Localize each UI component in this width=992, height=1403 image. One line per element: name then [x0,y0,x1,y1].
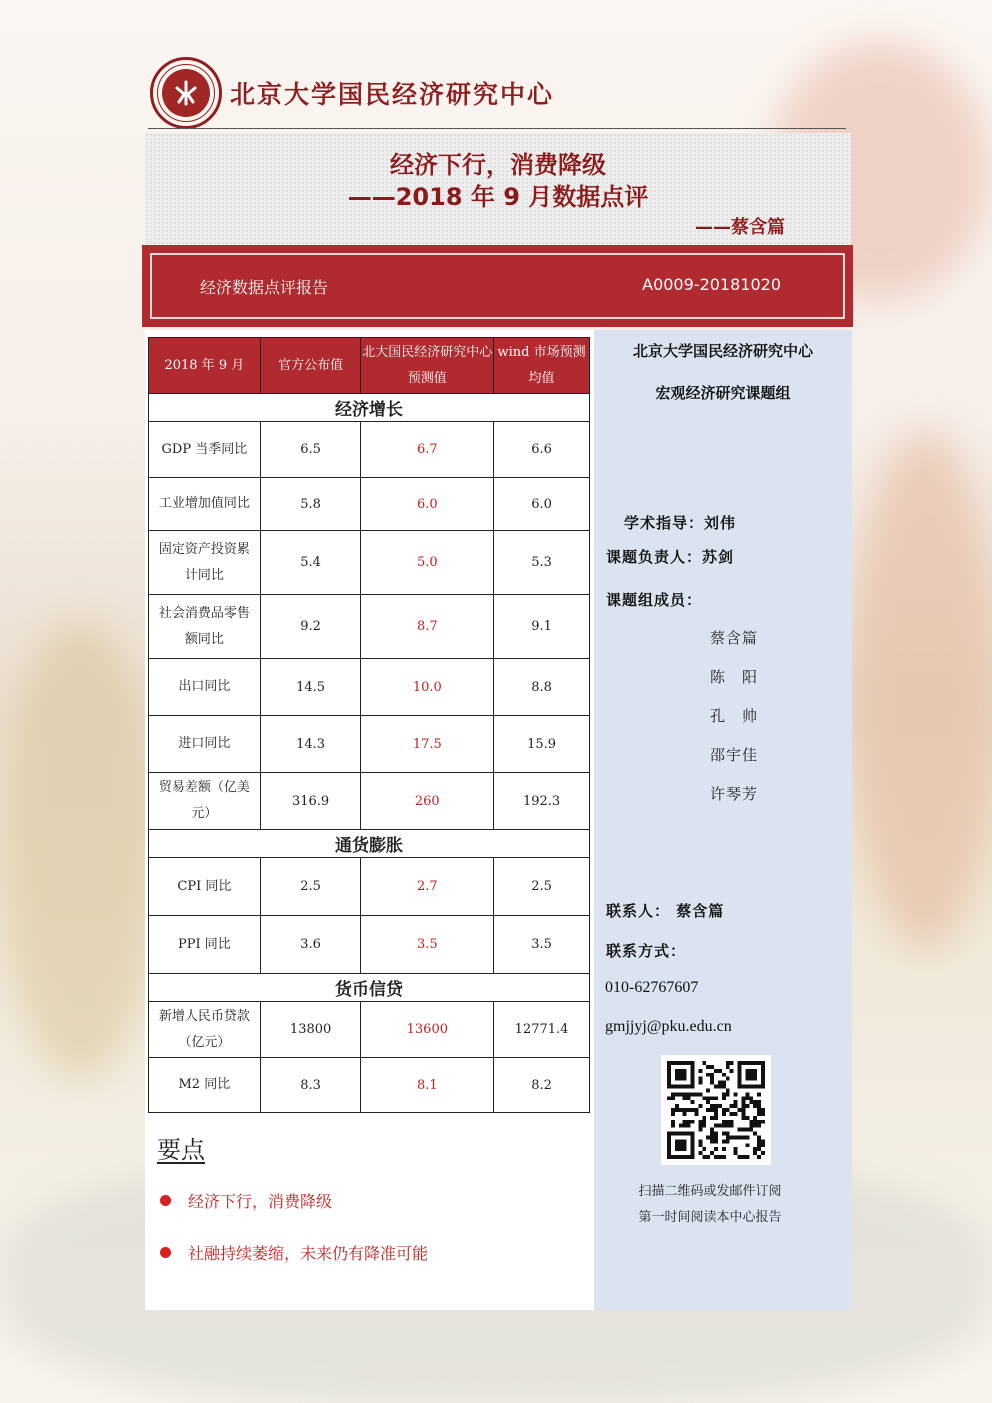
title-box [145,133,851,245]
sidebar-group: 宏观经济研究课题组 [655,384,791,402]
report-type: 经济数据点评报告 [200,278,329,297]
center-name: 北京大学国民经济研究中心 [230,80,555,109]
qr-note: 第一时间阅读本中心报告 [638,1210,782,1225]
section-title: 经济增长 [149,394,590,422]
pku-forecast-value: 6.0 [361,478,494,531]
row-label: 工业增加值同比 [149,478,261,531]
background-decoration [850,430,992,950]
wind-forecast-value: 12771.4 [494,1002,590,1058]
table-section-row [149,830,590,858]
official-value: 14.5 [260,659,361,716]
official-value: 13800 [260,1002,361,1058]
section-title: 通货膨胀 [149,830,590,858]
pku-forecast-value: 2.7 [361,858,494,916]
pku-logo-icon [150,57,222,129]
official-value: 5.4 [260,531,361,595]
header [150,58,850,128]
table-section-row [149,394,590,422]
row-label: M2 同比 [149,1058,261,1113]
key-point-text: 社融持续萎缩，未来仍有降准可能 [188,1244,429,1263]
table-row [149,659,590,716]
table-row [149,773,590,830]
pku-forecast-value: 5.0 [361,531,494,595]
wind-forecast-value: 8.2 [494,1058,590,1113]
sidebar-members-label: 课题组成员： [606,591,703,609]
pku-forecast-value: 3.5 [361,916,494,974]
sidebar-contact-method: 联系方式： [606,942,687,960]
table-row [149,422,590,478]
sidebar-member: 许琴芳 [710,785,759,803]
sidebar-member: 邵宇佳 [710,746,759,764]
wind-forecast-value: 5.3 [494,531,590,595]
column-header: 北大国民经济研究中心预测值 [361,338,494,394]
table-row [149,531,590,595]
report-title: 经济下行，消费降级 [390,151,606,179]
forecast-table [148,337,590,1113]
wind-forecast-value: 15.9 [494,716,590,773]
sidebar-advisor: 学术指导：刘伟 [624,514,737,532]
pku-forecast-value: 8.7 [361,595,494,659]
table-row [149,916,590,974]
report-id: A0009-20181020 [642,275,781,294]
pku-forecast-value: 10.0 [361,659,494,716]
pku-forecast-value: 13600 [361,1002,494,1058]
official-value: 6.5 [260,422,361,478]
row-label: 新增人民币贷款（亿元） [149,1002,261,1058]
wind-forecast-value: 192.3 [494,773,590,830]
pku-forecast-value: 6.7 [361,422,494,478]
background-decoration [0,620,160,1080]
row-label: 社会消费品零售额同比 [149,595,261,659]
sidebar-member: 蔡含篇 [710,629,759,647]
row-label: 固定资产投资累计同比 [149,531,261,595]
official-value: 316.9 [260,773,361,830]
row-label: CPI 同比 [149,858,261,916]
wind-forecast-value: 6.6 [494,422,590,478]
bullet-icon [160,1195,171,1206]
key-points-title: 要点 [157,1136,205,1164]
pku-forecast-value: 8.1 [361,1058,494,1113]
table-row [149,1058,590,1113]
official-value: 9.2 [260,595,361,659]
qr-note: 扫描二维码或发邮件订阅 [638,1184,782,1199]
table-row [149,716,590,773]
bullet-icon [160,1247,171,1258]
column-header: 官方公布值 [260,338,361,394]
sidebar-member: 陈 阳 [710,668,759,686]
row-label: PPI 同比 [149,916,261,974]
report-subtitle: ——2018 年 9 月数据点评 [347,183,649,211]
wind-forecast-value: 2.5 [494,858,590,916]
official-value: 5.8 [260,478,361,531]
key-point-text: 经济下行，消费降级 [188,1192,333,1211]
table-row [149,595,590,659]
wind-forecast-value: 6.0 [494,478,590,531]
column-header: wind 市场预测均值 [494,338,590,394]
table-row [149,858,590,916]
table-row [149,478,590,531]
report-author: ——蔡含篇 [695,217,785,238]
pku-forecast-value: 260 [361,773,494,830]
official-value: 8.3 [260,1058,361,1113]
wind-forecast-value: 8.8 [494,659,590,716]
wind-forecast-value: 9.1 [494,595,590,659]
official-value: 2.5 [260,858,361,916]
key-point-item [160,1241,428,1264]
official-value: 3.6 [260,916,361,974]
wind-forecast-value: 3.5 [494,916,590,974]
row-label: 出口同比 [149,659,261,716]
sidebar-contact-person: 联系人： 蔡含篇 [606,902,725,920]
sidebar-org: 北京大学国民经济研究中心 [632,342,813,360]
qr-code-icon [661,1055,771,1165]
row-label: 进口同比 [149,716,261,773]
pku-forecast-value: 17.5 [361,716,494,773]
table-header-row [149,338,590,394]
header-divider [148,128,846,129]
table-section-row [149,974,590,1002]
official-value: 14.3 [260,716,361,773]
column-header: 2018 年 9 月 [149,338,261,394]
key-point-item [160,1189,332,1212]
report-banner [142,245,853,327]
row-label: GDP 当季同比 [149,422,261,478]
sidebar-email[interactable]: gmjjyj@pku.edu.cn [605,1018,732,1035]
row-label: 贸易差额（亿美元） [149,773,261,830]
table-row [149,1002,590,1058]
sidebar-member: 孔 帅 [710,707,759,725]
sidebar-phone: 010-62767607 [605,979,699,996]
section-title: 货币信贷 [149,974,590,1002]
sidebar-leader: 课题负责人：苏剑 [606,548,735,566]
